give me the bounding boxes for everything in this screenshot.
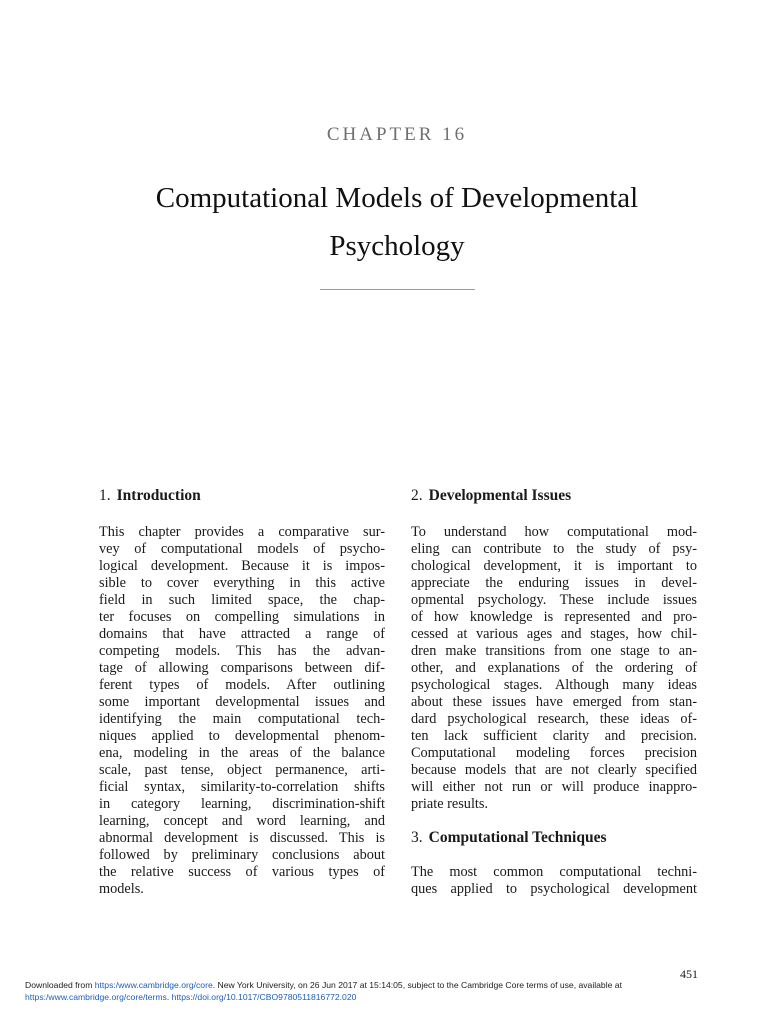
section-heading-introduction <box>99 486 385 506</box>
chapter-title-line: Psychology <box>329 230 465 262</box>
text-line: eling can contribute to the study of psy- <box>411 541 697 557</box>
section-heading-developmental-issues <box>411 486 697 506</box>
introduction-paragraph <box>99 524 385 898</box>
text-line: competing models. This has the advan- <box>99 643 385 659</box>
section-heading-text: Computational Techniques <box>428 829 607 846</box>
text-line: will either not run or will produce inappro- <box>411 779 697 795</box>
section-heading-computational-techniques <box>411 828 697 848</box>
cambridge-core-link[interactable]: https:/www.cambridge.org/core <box>94 980 213 990</box>
text-line: psychological stages. Although many ideas <box>411 677 697 693</box>
text-line: identifying the main computational tech- <box>99 711 385 727</box>
text-line: ten lack sufficient clarity and precision. <box>411 728 697 744</box>
text-line: dard psychological research, these ideas of- <box>411 711 697 727</box>
text-line: scale, past tense, object permanence, arti- <box>99 762 385 778</box>
left-column <box>99 486 385 898</box>
chapter-title <box>90 174 704 270</box>
text-line: logical development. Because it is impos- <box>99 558 385 574</box>
text-line: domains that have attracted a range of <box>99 626 385 642</box>
footer-separator: . <box>166 992 172 1002</box>
text-line: ena, modeling in the areas of the balance <box>99 745 385 761</box>
download-footer <box>25 979 755 1003</box>
text-line: To understand how computational mod- <box>411 524 697 540</box>
text-line: learning, concept and word learning, and <box>99 813 385 829</box>
text-line: ques applied to psychological development <box>411 881 697 897</box>
section-number: 1. <box>99 487 111 504</box>
terms-link[interactable]: https:/www.cambridge.org/core/terms <box>25 992 167 1002</box>
text-line: sible to cover everything in this active <box>99 575 385 591</box>
text-line: vey of computational models of psycho- <box>99 541 385 557</box>
text-line: followed by preliminary conclusions about <box>99 847 385 863</box>
text-line: Computational modeling forces precision <box>411 745 697 761</box>
footer-prefix: Downloaded from <box>25 980 95 990</box>
text-line: This chapter provides a comparative sur- <box>99 524 385 540</box>
text-line: ter focuses on compelling simulations in <box>99 609 385 625</box>
text-line: priate results. <box>411 796 489 812</box>
text-line: of how knowledge is represented and pro- <box>411 609 697 625</box>
text-line: some important developmental issues and <box>99 694 385 710</box>
text-line: dren make transitions from one stage to an- <box>411 643 697 659</box>
text-line: field in such limited space, the chap- <box>99 592 385 608</box>
page-number: 451 <box>680 967 698 981</box>
computational-techniques-paragraph <box>411 864 697 898</box>
text-line: the relative success of various types of <box>99 864 385 880</box>
section-heading-text: Developmental Issues <box>428 487 572 504</box>
developmental-issues-paragraph <box>411 524 697 813</box>
text-line: other, and explanations of the ordering of <box>411 660 697 676</box>
text-line: The most common computational techni- <box>411 864 697 880</box>
section-heading-text: Introduction <box>116 487 201 504</box>
footer-text: . New York University, on 26 Jun 2017 at 15:14:05, subject to the Cambridge Core terms of use, available at <box>212 980 622 990</box>
text-line: ferent types of models. After outlining <box>99 677 385 693</box>
text-line: ficial syntax, similarity-to-correlation shifts <box>99 779 385 795</box>
text-line: about these issues have emerged from stan- <box>411 694 697 710</box>
section-number: 3. <box>411 829 423 846</box>
chapter-title-line: Computational Models of Developmental <box>155 182 639 214</box>
text-line: opmental psychology. These include issues <box>411 592 697 608</box>
doi-link[interactable]: https://doi.org/10.1017/CBO9780511816772.020 <box>171 992 357 1002</box>
text-line: because models that are not clearly specified <box>411 762 697 778</box>
text-line: niques applied to developmental phenom- <box>99 728 385 744</box>
chapter-label: CHAPTER 16 <box>326 124 468 145</box>
text-line: tage of allowing comparisons between dif- <box>99 660 385 676</box>
text-line: abnormal development is discussed. This is <box>99 830 385 846</box>
text-line: cessed at various ages and stages, how chil- <box>411 626 697 642</box>
text-line: models. <box>99 881 144 897</box>
title-divider <box>320 289 475 290</box>
section-number: 2. <box>411 487 423 504</box>
text-line: chological development, it is important to <box>411 558 697 574</box>
text-line: appreciate the enduring issues in devel- <box>411 575 697 591</box>
text-line: in category learning, discrimination-shift <box>99 796 385 812</box>
right-column <box>411 486 697 898</box>
